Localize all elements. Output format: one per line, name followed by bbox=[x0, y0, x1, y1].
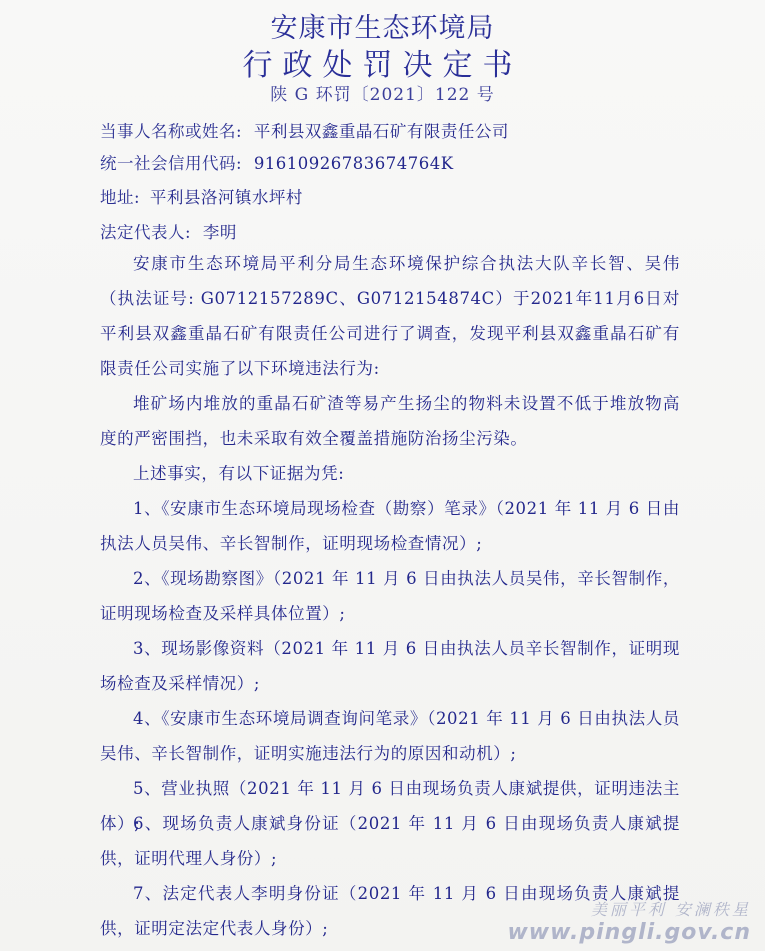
party-name-value: 平利县双鑫重晶石矿有限责任公司 bbox=[253, 122, 509, 141]
issuing-agency: 安康市生态环境局 bbox=[270, 13, 495, 44]
party-name-label: 当事人名称或姓名: bbox=[100, 122, 243, 141]
evidence-item: 4、《安康市生态环境局调查询问笔录》（2021 年 11 月 6 日由执法人员吴伟、辛长智制作，证明实施违法行为的原因和动机）; bbox=[100, 709, 680, 763]
evidence-item: 6、现场负责人康斌身份证（2021 年 11 月 6 日由现场负责人康斌提供，证明代理人身份）; bbox=[100, 814, 680, 868]
evidence-item: 5、营业执照（2021 年 11 月 6 日由现场负责人康斌提供，证明违法主体）; bbox=[100, 779, 680, 833]
evidence-item: 3、现场影像资料（2021 年 11 月 6 日由执法人员辛长智制作，证明现场检查及采样情况）; bbox=[100, 639, 680, 693]
legal-rep-label: 法定代表人: bbox=[100, 223, 192, 242]
address-row bbox=[100, 184, 303, 208]
legal-rep-value: 李明 bbox=[202, 223, 237, 242]
watermark-url: www.pingli.gov.cn bbox=[507, 920, 751, 945]
credit-code-value: 91610926783674764K bbox=[253, 154, 454, 173]
evidence-item: 7、法定代表人李明身份证（2021 年 11 月 6 日由现场负责人康斌提供，证明定法定代表人身份）; bbox=[100, 884, 680, 938]
credit-code-label: 统一社会信用代码: bbox=[100, 154, 243, 173]
violation-paragraph: 堆矿场内堆放的重晶石矿渣等易产生扬尘的物料未设置不低于堆放物高度的严密围挡，也未采取有效全覆盖措施防治扬尘污染。 bbox=[100, 394, 680, 448]
address-value: 平利县洛河镇水坪村 bbox=[149, 188, 303, 207]
evidence-intro: 上述事实，有以下证据为凭: bbox=[133, 464, 345, 483]
intro-paragraph: 安康市生态环境局平利分局生态环境保护综合执法大队辛长智、吴伟（执法证号: G0712157289C、G0712154874C）于2021年11月6日对平利县双鑫重晶石矿有限责任公司进行了调查，发现平利县双鑫重晶石矿有限责任公司实施了以下环境违法行为: bbox=[100, 254, 680, 378]
document-title: 行政处罚决定书 bbox=[242, 48, 523, 83]
site-watermark bbox=[507, 897, 751, 945]
evidence-item: 2、《现场勘察图》（2021 年 11 月 6 日由执法人员吴伟，辛长智制作，证明现场检查及采样具体位置）; bbox=[100, 569, 680, 623]
credit-code-row bbox=[100, 150, 454, 174]
party-name-row bbox=[100, 118, 509, 142]
document-number: 陕 G 环罚〔2021〕122 号 bbox=[270, 85, 495, 105]
legal-rep-row bbox=[100, 219, 237, 243]
watermark-slogan: 美丽平利 安澜秩星 bbox=[590, 900, 751, 919]
evidence-item: 1、《安康市生态环境局现场检查（勘察）笔录》（2021 年 11 月 6 日由执法人员吴伟、辛长智制作，证明现场检查情况）; bbox=[100, 499, 680, 553]
address-label: 地址: bbox=[100, 188, 141, 207]
